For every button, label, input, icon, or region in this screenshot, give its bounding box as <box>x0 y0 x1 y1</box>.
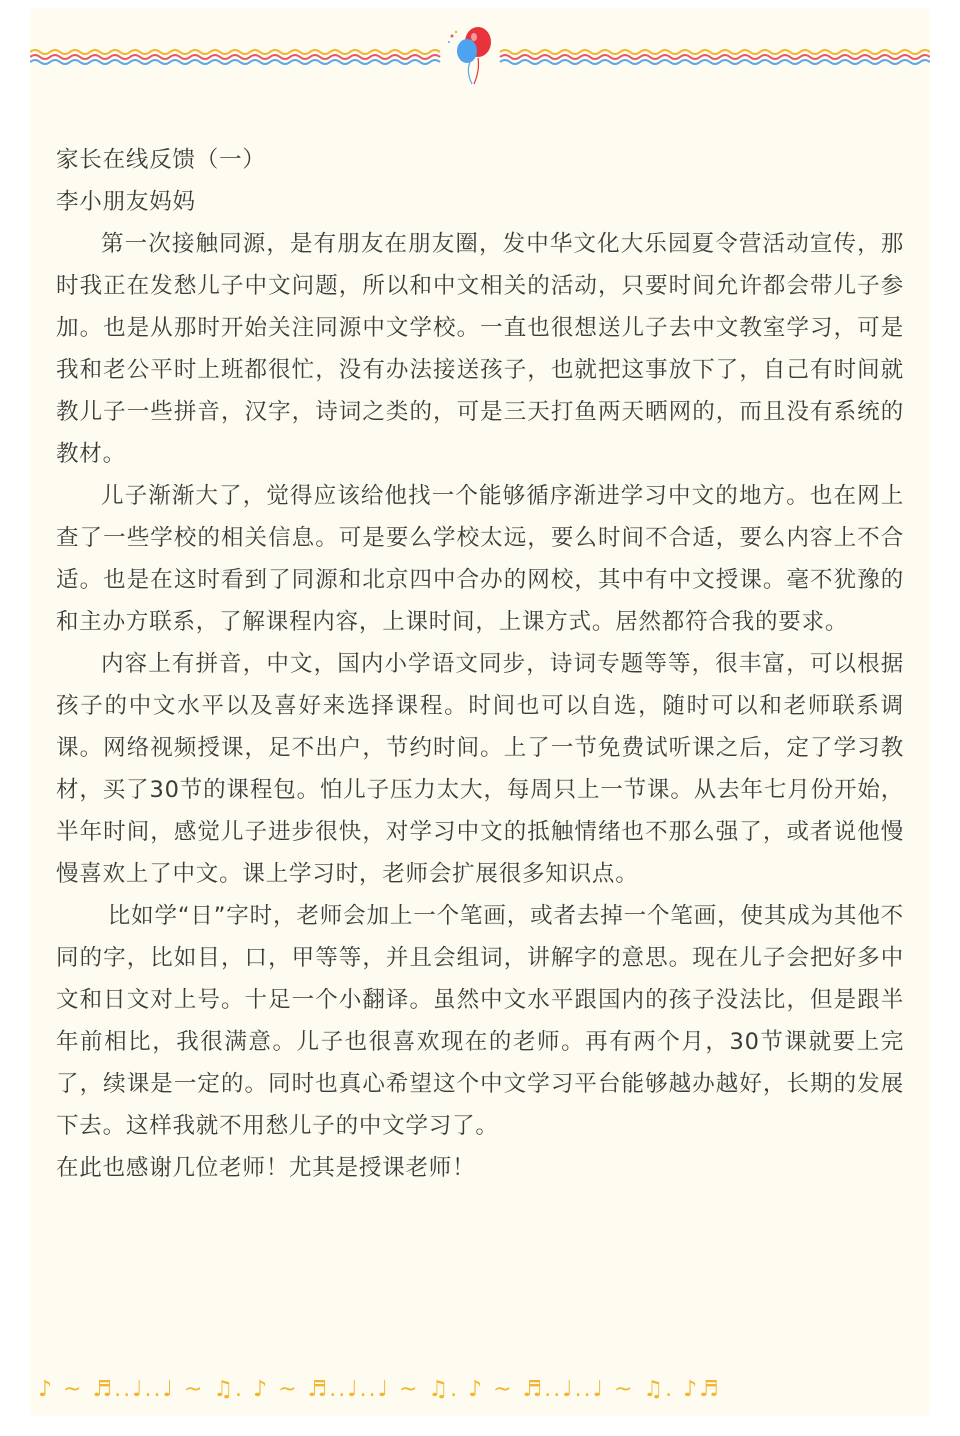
article-author: 李小朋友妈妈 <box>56 189 196 215</box>
left-wave-lines <box>30 50 440 64</box>
article-body <box>56 139 904 1189</box>
music-note-border: ♪ ~ ♬..♩..♩ ~ ♫. ♪ ~ ♬..♩..♩ ~ ♫. ♪ ~ ♬..♩..♩ ~ ♫. ♪♬ <box>38 1377 721 1402</box>
balloons-icon <box>448 27 491 84</box>
closing-line: 在此也感谢几位老师！尤其是授课老师！ <box>56 1155 476 1181</box>
top-wave-border <box>30 18 930 88</box>
paragraph-2: 儿子渐渐大了，觉得应该给他找一个能够循序渐进学习中文的地方。也在网上查了一些学校的相关信息。可是要么学校太远，要么时间不合适，要么内容上不合适。也是在这时看到了同源和北京四中合办的网校，其中有中文授课。毫不犹豫的和主办方联系，了解课程内容，上课时间，上课方式。居然都符合我的要求。 <box>56 483 904 635</box>
paragraph-1: 第一次接触同源，是有朋友在朋友圈，发中华文化大乐园夏令营活动宣传，那时我正在发愁儿子中文问题，所以和中文相关的活动，只要时间允许都会带儿子参加。也是从那时开始关注同源中文学校。一直也很想送儿子去中文教室学习，可是我和老公平时上班都很忙，没有办法接送孩子，也就把这事放下了，自己有时间就教儿子一些拼音，汉字，诗词之类的，可是三天打鱼两天晒网的，而且没有系统的教材。 <box>56 231 904 467</box>
paragraph-4: 比如学“日”字时，老师会加上一个笔画，或者去掉一个笔画，使其成为其他不同的字，比如目，口，甲等等，并且会组词，讲解字的意思。现在儿子会把好多中文和日文对上号。十足一个小翻译。虽然中文水平跟国内的孩子没法比，但是跟半年前相比，我很满意。儿子也很喜欢现在的老师。再有两个月，30节课就要上完了，续课是一定的。同时也真心希望这个中文学习平台能够越办越好，长期的发展下去。这样我就不用愁儿子的中文学习了。 <box>56 903 904 1139</box>
article-title: 家长在线反馈（一） <box>56 147 266 173</box>
article-card <box>30 8 930 1416</box>
paragraph-3: 内容上有拼音，中文，国内小学语文同步，诗词专题等等，很丰富，可以根据孩子的中文水平以及喜好来选择课程。时间也可以自选，随时可以和老师联系调课。网络视频授课，足不出户，节约时间。上了一节免费试听课之后，定了学习教材，买了30节的课程包。怕儿子压力太大，每周只上一节课。从去年七月份开始，半年时间，感觉儿子进步很快，对学习中文的抵触情绪也不那么强了，或者说他慢慢喜欢上了中文。课上学习时，老师会扩展很多知识点。 <box>56 651 904 887</box>
right-wave-lines <box>500 50 930 64</box>
